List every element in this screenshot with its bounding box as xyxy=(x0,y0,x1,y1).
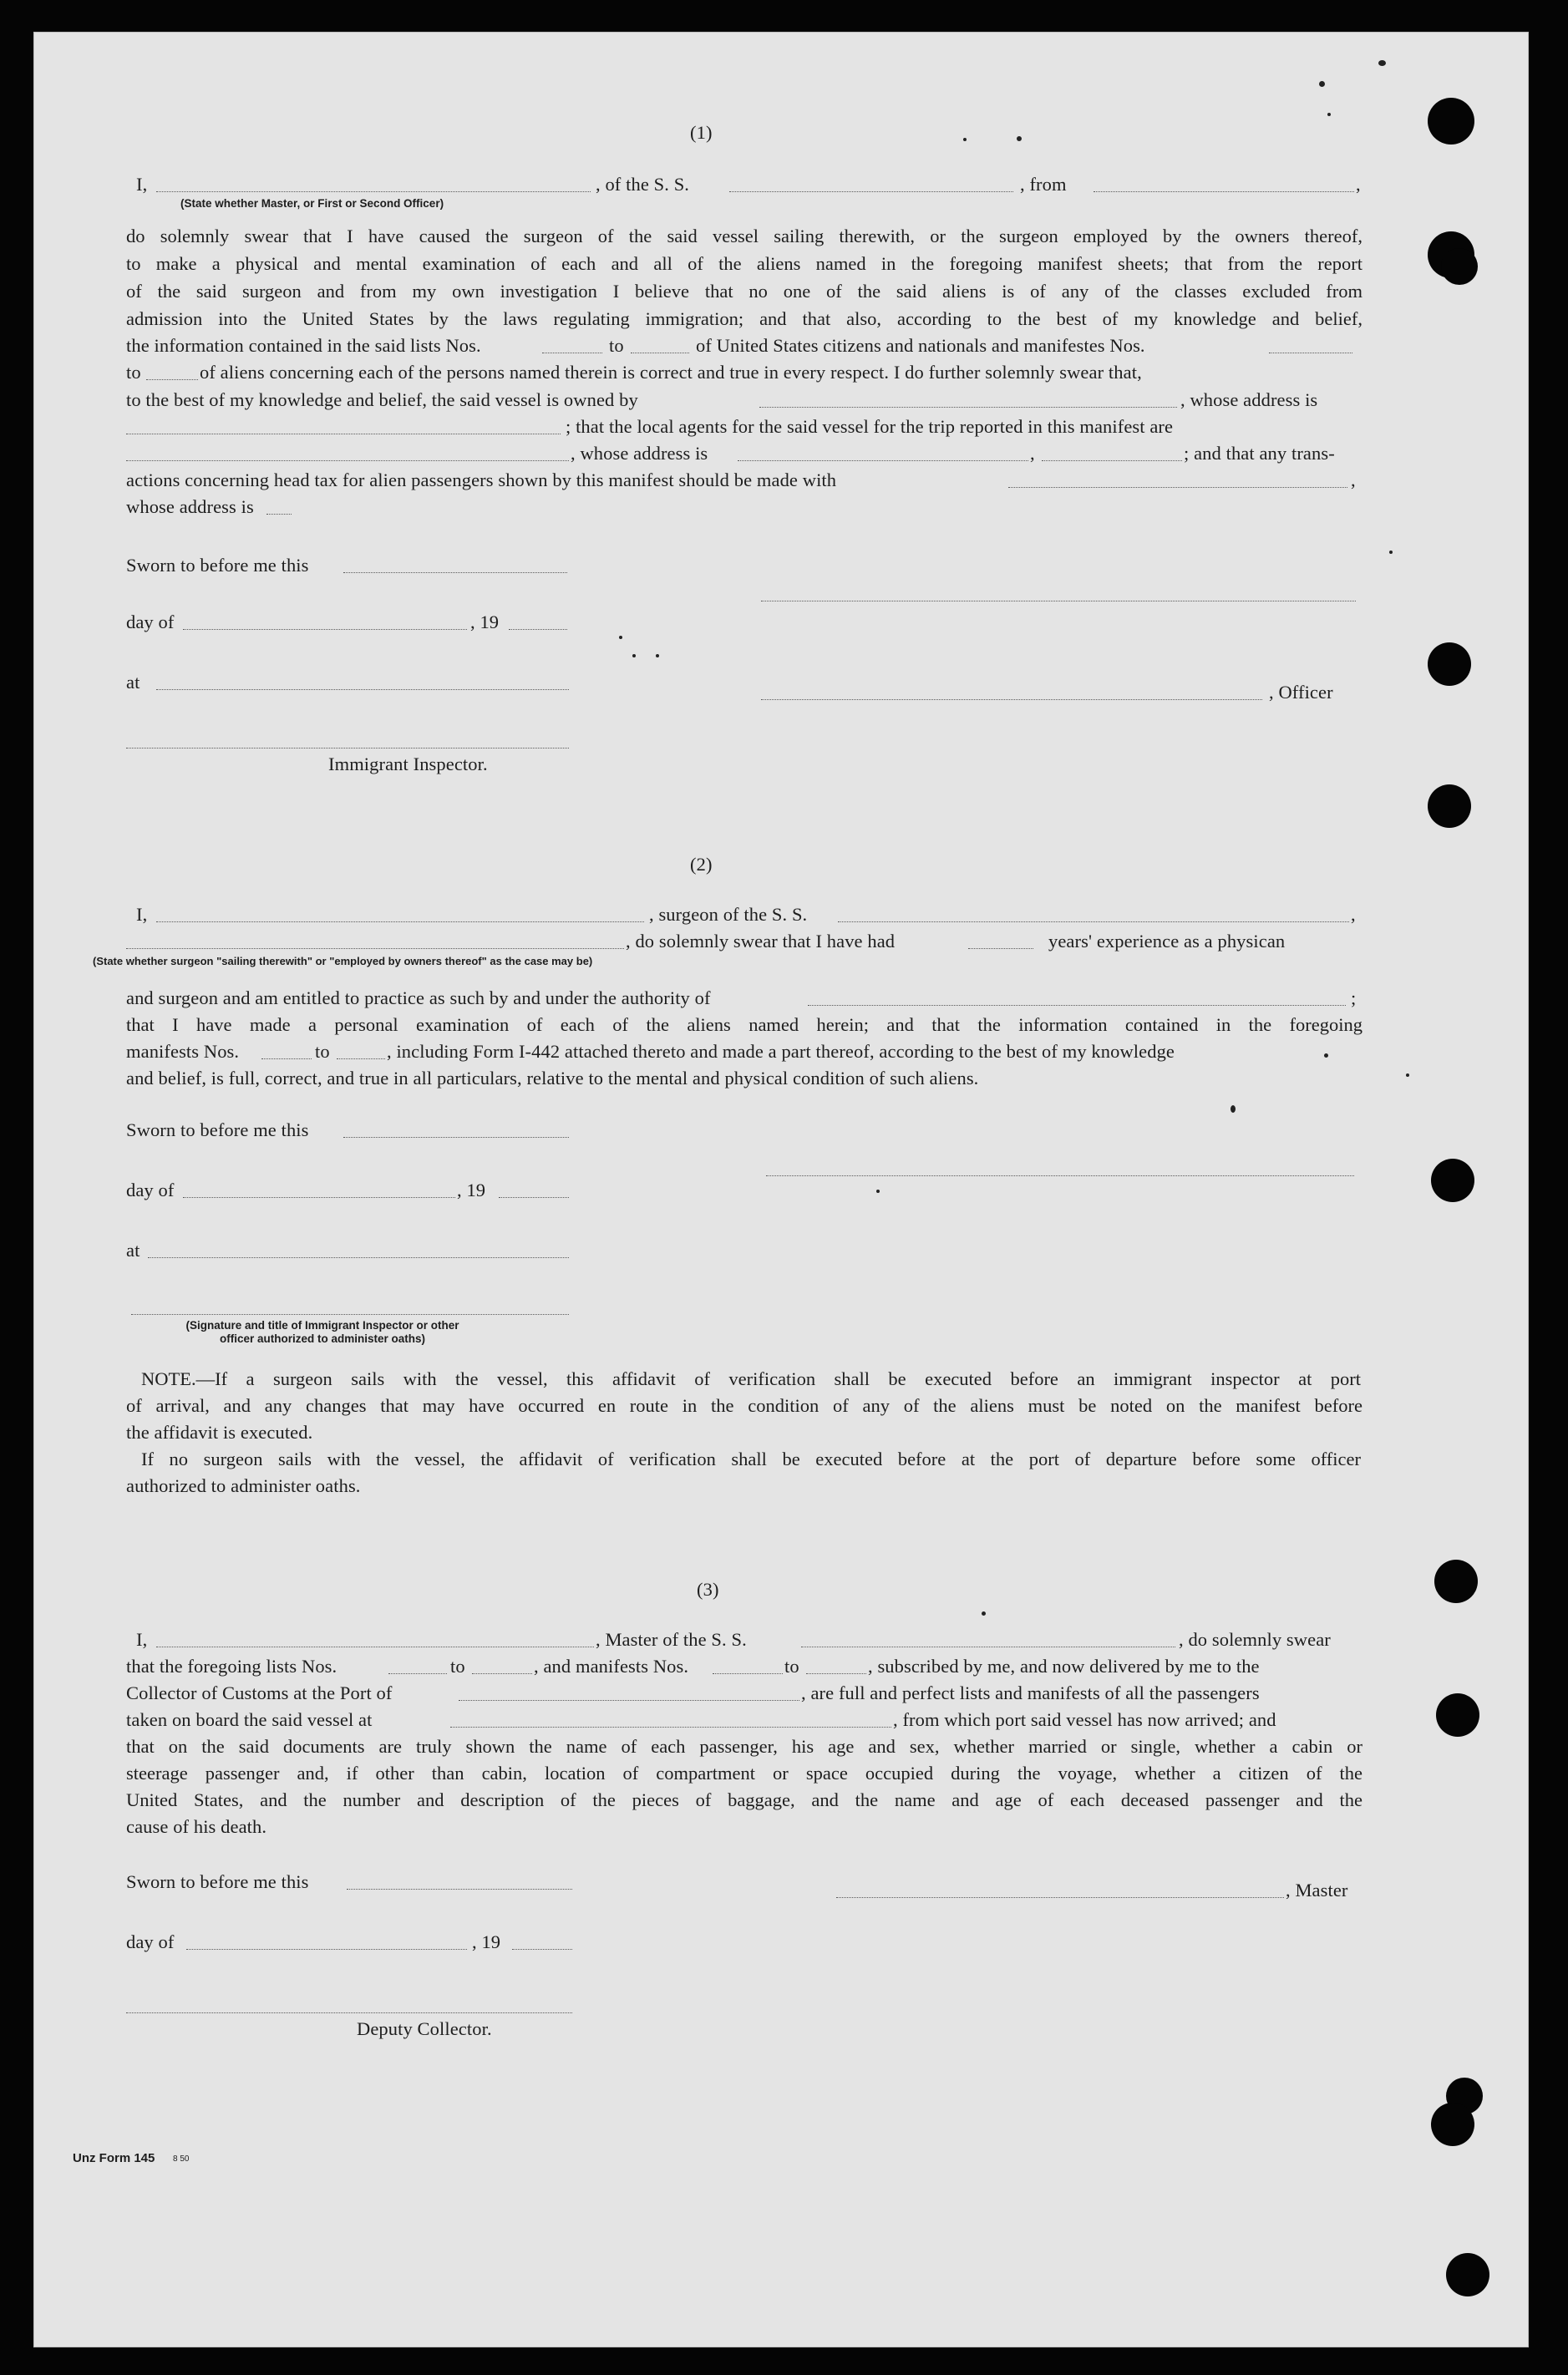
s1-whose-address: , whose address is xyxy=(1180,389,1318,410)
s1-agents-address: , whose address is xyxy=(571,443,708,464)
s3-subscribed: , subscribed by me, and now delivered by me to the xyxy=(868,1656,1260,1677)
s2-surgeon: , surgeon of the S. S. xyxy=(649,904,808,925)
s3-full-lists: , are full and perfect lists and manifests of all the passengers xyxy=(801,1682,1260,1703)
s1-from-line[interactable] xyxy=(1094,191,1354,192)
speck xyxy=(1017,136,1022,141)
s3-sworn: Sworn to before me this xyxy=(126,1871,309,1892)
s1-day-line[interactable] xyxy=(183,629,467,630)
s1-para-line-3: of the said surgeon and from my own investigation I believe that no one of the said aliens is of any of the classes excluded from xyxy=(126,281,1362,302)
speck xyxy=(1406,1073,1409,1077)
s1-officer-line[interactable] xyxy=(761,699,1262,700)
s3-to-2: to xyxy=(784,1656,799,1677)
speck xyxy=(1389,551,1393,554)
s2-authority: and surgeon and am entitled to practice as such by and under the authority of xyxy=(126,987,711,1008)
s1-line1-comma: , xyxy=(1356,174,1361,195)
s3-deputy: Deputy Collector. xyxy=(357,2018,492,2039)
binder-hole-9 xyxy=(1446,2253,1489,2296)
s3-manifests-to[interactable] xyxy=(806,1673,866,1674)
s2-note-4: If no surgeon sails with the vessel, the affidavit of verification shall be executed before at the port of departure before some officer xyxy=(141,1449,1361,1469)
s3-year-line[interactable] xyxy=(512,1949,572,1950)
s1-i: I, xyxy=(136,174,148,195)
s3-to-1: to xyxy=(450,1656,465,1677)
s2-manifests-to: to xyxy=(315,1041,330,1062)
s3-i: I, xyxy=(136,1629,148,1650)
s1-inspector-line[interactable] xyxy=(126,748,569,749)
s1-head-tax-line[interactable] xyxy=(1008,487,1347,488)
form-date: 8 50 xyxy=(173,2154,190,2164)
s2-form-text: , including Form I-442 attached thereto and made a part thereof, according to the best of my knowledge xyxy=(387,1041,1175,1062)
s3-master: , Master xyxy=(1286,1880,1348,1901)
s1-aliens-to-line[interactable] xyxy=(146,379,198,380)
s3-master-sig-line[interactable] xyxy=(836,1897,1284,1898)
s3-collector: Collector of Customs at the Port of xyxy=(126,1682,393,1703)
s1-from: , from xyxy=(1020,174,1067,195)
section-3-number: (3) xyxy=(697,1579,719,1600)
s3-taken-line[interactable] xyxy=(450,1727,891,1728)
s1-day-of: day of xyxy=(126,612,175,632)
s1-sworn-line[interactable] xyxy=(343,572,567,573)
s1-comma: , xyxy=(1030,443,1035,464)
s3-cause: cause of his death. xyxy=(126,1816,267,1837)
speck xyxy=(632,654,636,657)
s2-manifests-from[interactable] xyxy=(261,1058,312,1059)
s2-surgeon-caption: (State whether surgeon "sailing therewith" or "employed by owners thereof" as the case may be) xyxy=(93,955,593,967)
s1-owned-by: to the best of my knowledge and belief, the said vessel is owned by xyxy=(126,389,638,410)
speck xyxy=(656,654,659,657)
s2-day-line[interactable] xyxy=(183,1197,455,1198)
manifest-affidavit-page xyxy=(33,32,1529,2347)
s1-agents-address-line-2[interactable] xyxy=(1042,460,1182,461)
s1-officer-caption: (State whether Master, or First or Second Officer) xyxy=(180,197,444,210)
speck xyxy=(963,138,967,141)
s2-sworn: Sworn to before me this xyxy=(126,1119,309,1140)
s2-authority-line[interactable] xyxy=(808,1005,1346,1006)
s3-and-manifests: , and manifests Nos. xyxy=(534,1656,689,1677)
s2-years: years' experience as a physican xyxy=(1048,931,1286,952)
s1-inspector: Immigrant Inspector. xyxy=(328,754,488,774)
s2-note-5: authorized to administer oaths. xyxy=(126,1475,361,1496)
s1-name-line[interactable] xyxy=(156,191,591,192)
s2-signature-line[interactable] xyxy=(766,1175,1354,1176)
speck xyxy=(876,1190,880,1193)
s3-sworn-line[interactable] xyxy=(347,1889,572,1890)
speck xyxy=(1327,113,1331,116)
s3-taken-on: taken on board the said vessel at xyxy=(126,1709,373,1730)
s1-head-tax: actions concerning head tax for alien passengers shown by this manifest should be made with xyxy=(126,469,837,490)
s1-agents-line[interactable] xyxy=(126,460,569,461)
s1-para-line-2: to make a physical and mental examination of each and all of the aliens named in the foregoing manifest sheets; that from the report xyxy=(126,253,1362,274)
s1-owner-line[interactable] xyxy=(759,407,1177,408)
s1-para-line-4: admission into the United States by the laws regulating immigration; and that also, according to the best of my knowledge and belief, xyxy=(126,308,1362,329)
s3-day-of: day of xyxy=(126,1931,175,1952)
speck xyxy=(1319,81,1325,87)
s3-para-line-2: steerage passenger and, if other than cabin, location of compartment or space occupied during the voyage, whether a citizen of the xyxy=(126,1763,1362,1784)
s1-head-tax-comma: , xyxy=(1351,469,1356,490)
s1-para-line-1: do solemnly swear that I have caused the surgeon of the said vessel sailing therewith, or the surgeon employed by the owners thereof, xyxy=(126,226,1362,246)
s1-aliens-to: to xyxy=(126,362,141,383)
s2-swear: , do solemnly swear that I have had xyxy=(626,931,896,952)
s2-at: at xyxy=(126,1240,140,1261)
s2-year: , 19 xyxy=(457,1180,486,1200)
s3-foregoing: that the foregoing lists Nos. xyxy=(126,1656,337,1677)
s2-belief: and belief, is full, correct, and true in all particulars, relative to the mental and physical condition of such aliens. xyxy=(126,1068,979,1089)
s1-trans: ; and that any trans- xyxy=(1184,443,1335,464)
s1-at: at xyxy=(126,672,140,693)
s2-at-line[interactable] xyxy=(148,1257,569,1258)
binder-hole-2b xyxy=(1441,248,1478,285)
s3-para-line-3: United States, and the number and description of the pieces of baggage, and the name and age of each deceased passenger and the xyxy=(126,1789,1362,1810)
s3-lists-to[interactable] xyxy=(472,1673,532,1674)
binder-hole-8b xyxy=(1431,2103,1474,2146)
s2-line1-comma: , xyxy=(1351,904,1356,925)
s2-exam: that I have made a personal examination of each of the aliens named herein; and that the information contained in the foregoing xyxy=(126,1014,1362,1035)
s1-local-agents: ; that the local agents for the said vessel for the trip reported in this manifest are xyxy=(566,416,1174,437)
s2-note-3: the affidavit is executed. xyxy=(126,1422,313,1443)
s1-agents-address-line[interactable] xyxy=(738,460,1028,461)
s3-deputy-line[interactable] xyxy=(126,2012,572,2013)
s1-whose-address-end: whose address is xyxy=(126,496,254,517)
s2-day-of: day of xyxy=(126,1180,175,1200)
s1-of-ss: , of the S. S. xyxy=(596,174,690,195)
s3-lists-from[interactable] xyxy=(388,1673,447,1674)
s2-sig-line[interactable] xyxy=(131,1314,569,1315)
s1-at-line[interactable] xyxy=(156,689,569,690)
s2-manifests-to-line[interactable] xyxy=(337,1058,385,1059)
s2-i: I, xyxy=(136,904,148,925)
binder-hole-5 xyxy=(1431,1159,1474,1202)
speck xyxy=(619,636,622,639)
binder-hole-1 xyxy=(1428,98,1474,145)
speck xyxy=(1231,1105,1236,1113)
s2-year-line[interactable] xyxy=(499,1197,569,1198)
s1-officer: , Officer xyxy=(1269,682,1333,703)
s1-lists-info: the information contained in the said lists Nos. xyxy=(126,335,481,356)
s1-year-line[interactable] xyxy=(509,629,567,630)
s2-type-line[interactable] xyxy=(126,948,624,949)
s2-manifests-nos: manifests Nos. xyxy=(126,1041,240,1062)
s2-note-1: NOTE.—If a surgeon sails with the vessel, this affidavit of verification shall be executed before an immigrant inspector at port xyxy=(141,1368,1361,1389)
s2-years-line[interactable] xyxy=(968,948,1033,949)
binder-hole-7 xyxy=(1436,1693,1479,1737)
s3-day-line[interactable] xyxy=(186,1949,467,1950)
speck xyxy=(1378,60,1386,66)
section-1-number: (1) xyxy=(690,122,713,143)
s2-sworn-line[interactable] xyxy=(343,1137,569,1138)
binder-hole-4 xyxy=(1428,784,1471,828)
s3-manifests-from[interactable] xyxy=(713,1673,783,1674)
s1-sworn: Sworn to before me this xyxy=(126,555,309,576)
speck xyxy=(1324,1053,1328,1058)
s1-year: , 19 xyxy=(470,612,500,632)
s3-year: , 19 xyxy=(472,1931,501,1952)
s1-citizens: of United States citizens and nationals and manifestes Nos. xyxy=(696,335,1145,356)
s1-lists-to: to xyxy=(609,335,624,356)
s3-master-of: , Master of the S. S. xyxy=(596,1629,747,1650)
section-2-number: (2) xyxy=(690,854,713,875)
s3-port-line[interactable] xyxy=(459,1700,799,1701)
s1-aliens-rest: of aliens concerning each of the persons named therein is correct and true in every respect. I do further solemnly swear that, xyxy=(200,362,1142,383)
s2-sig-caption-2: officer authorized to administer oaths) xyxy=(219,1332,426,1345)
s3-para-line-1: that on the said documents are truly shown the name of each passenger, his age and sex, whether married or single, whether a cabin or xyxy=(126,1736,1362,1757)
s1-ship-line[interactable] xyxy=(729,191,1013,192)
s3-do-swear: , do solemnly swear xyxy=(1179,1629,1331,1650)
form-id: Unz Form 145 xyxy=(73,2151,155,2165)
binder-hole-3 xyxy=(1428,642,1471,686)
s2-name-line[interactable] xyxy=(156,921,644,922)
s2-ship-line[interactable] xyxy=(838,921,1349,922)
s2-sig-caption-1: (Signature and title of Immigrant Inspector or other xyxy=(185,1319,459,1332)
binder-hole-6 xyxy=(1434,1560,1478,1603)
speck xyxy=(982,1611,986,1616)
s1-head-tax-address-line[interactable] xyxy=(266,514,292,515)
s3-from-which: , from which port said vessel has now arrived; and xyxy=(893,1709,1276,1730)
s2-semicolon: ; xyxy=(1351,987,1357,1008)
s2-note-2: of arrival, and any changes that may have occurred en route in the condition of any of the aliens must be noted on the manifest before xyxy=(126,1395,1362,1416)
